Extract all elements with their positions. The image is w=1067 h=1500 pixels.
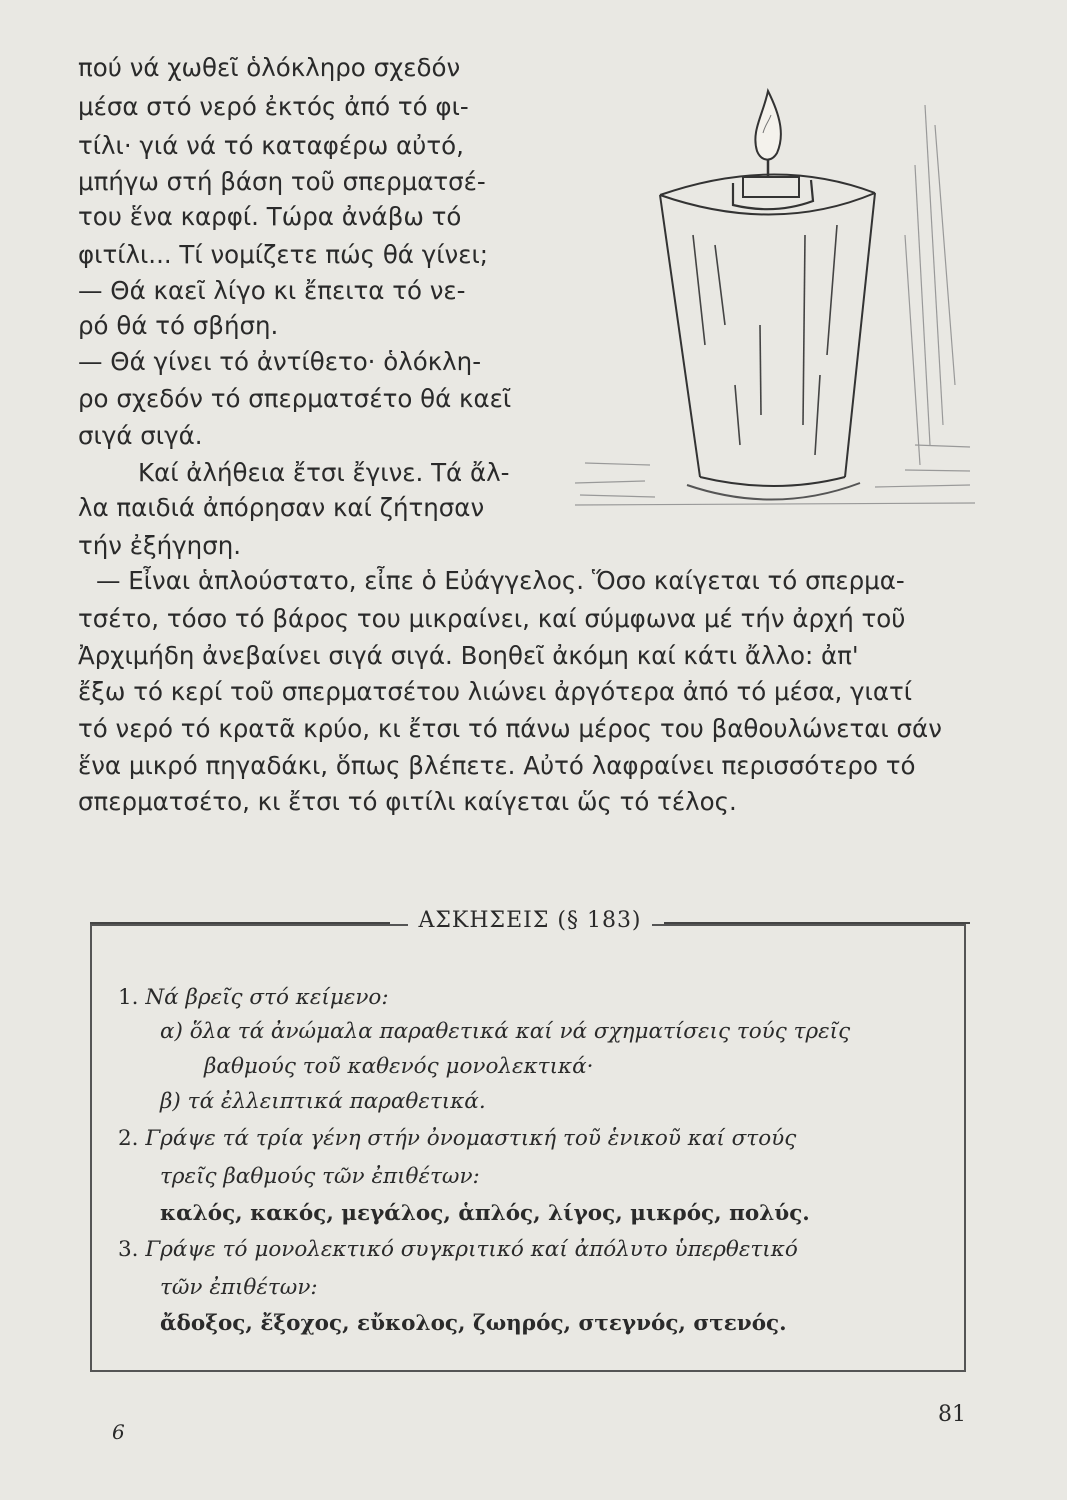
text-line: ρο σχεδόν τό σπερματσέτο θά καεῖ — [78, 384, 512, 413]
subitem-label: α) — [160, 1019, 183, 1044]
exercises-heading — [90, 908, 970, 938]
text-line: — Θά καεῖ λίγο κι ἔπειτα τό νε- — [78, 276, 466, 305]
heading-rule-left — [90, 922, 390, 924]
exercise-words: ἄδοξος, ἔξοχος, εὔκολος, ζωηρός, στεγνός, στενός. — [160, 1311, 787, 1336]
text-line: μέσα στό νερό ἐκτός ἀπό τό φι- — [78, 92, 469, 121]
text-line: μπήγω στή βάση τοῦ σπερματσέ- — [78, 167, 486, 196]
text-line: του ἕνα καρφί. Τώρα ἀνάβω τό — [78, 202, 462, 231]
flame-shape — [755, 91, 781, 160]
text-line: πού νά χωθεῖ ὁλόκληρο σχεδόν — [78, 53, 461, 82]
signature-mark: 6 — [112, 1420, 125, 1444]
heading-rule-right — [664, 922, 970, 924]
background-hatching — [575, 105, 975, 505]
text-line: τσέτο, τόσο τό βάρος του μικραίνει, καί σύμφωνα μέ τήν ἀρχή τοῦ — [78, 604, 906, 633]
text-line: λα παιδιά ἀπόρησαν καί ζήτησαν — [78, 493, 485, 522]
exercise-prompt: Γράψε τό μονολεκτικό συγκριτικό καί ἀπόλυτο ὑπερθετικό — [145, 1237, 798, 1262]
exercise-prompt: βαθμούς τοῦ καθενός μονολεκτικά· — [204, 1054, 594, 1079]
text-line: ρό θά τό σβήση. — [78, 311, 279, 340]
exercise-words: καλός, κακός, μεγάλος, ἁπλός, λίγος, μικρός, πολύς. — [160, 1201, 810, 1226]
candle-glass-illustration — [575, 85, 975, 535]
text-line: — Θά γίνει τό ἀντίθετο· ὁλόκλη- — [78, 347, 482, 376]
text-line: ἔξω τό κερί τοῦ σπερματσέτου λιώνει ἀργότερα ἀπό τό μέσα, γιατί — [78, 677, 913, 706]
text-line: ἕνα μικρό πηγαδάκι, ὅπως βλέπετε. Αὐτό λαφραίνει περισσότερο τό — [78, 751, 916, 780]
text-line: τίλι· γιά νά τό καταφέρω αὐτό, — [78, 131, 464, 160]
text-line: τό νερό τό κρατᾶ κρύο, κι ἔτσι τό πάνω μέρος του βαθουλώνεται σάν — [78, 714, 942, 743]
subitem-label: β) — [160, 1089, 181, 1114]
exercise-prompt: τῶν ἐπιθέτων: — [160, 1275, 318, 1300]
exercise-number: 3. — [118, 1237, 139, 1262]
text-line: Καί ἀλήθεια ἔτσι ἔγινε. Τά ἄλ- — [138, 458, 510, 487]
text-line: σιγά σιγά. — [78, 421, 203, 450]
exercise-prompt: ὅλα τά ἀνώμαλα παραθετικά καί νά σχηματίσεις τούς τρεῖς — [189, 1019, 851, 1044]
text-line: Ἀρχιμήδη ἀνεβαίνει σιγά σιγά. Βοηθεῖ ἀκόμη καί κάτι ἄλλο: ἀπ' — [78, 641, 859, 670]
text-line: τήν ἐξήγηση. — [78, 531, 242, 560]
exercise-prompt: τά ἐλλειπτικά παραθετικά. — [187, 1089, 486, 1114]
exercise-number: 2. — [118, 1126, 139, 1151]
text-line: — Εἶναι ἁπλούστατο, εἶπε ὁ Εὐάγγελος. Ὅσο καίγεται τό σπερμα- — [96, 566, 905, 595]
exercise-prompt: τρεῖς βαθμούς τῶν ἐπιθέτων: — [160, 1164, 480, 1189]
text-line: σπερματσέτο, κι ἔτσι τό φιτίλι καίγεται ὥς τό τέλος. — [78, 787, 737, 816]
page-number: 81 — [938, 1402, 966, 1427]
exercise-prompt: Γράψε τά τρία γένη στήν ὀνομαστική τοῦ ἑνικοῦ καί στούς — [145, 1126, 797, 1151]
exercise-number: 1. — [118, 985, 139, 1010]
text-line: φιτίλι... Τί νομίζετε πώς θά γίνει; — [78, 240, 489, 269]
exercises-title: ΑΣΚΗΣΕΙΣ (§ 183) — [408, 908, 651, 933]
exercise-prompt: Νά βρεῖς στό κείμενο: — [145, 985, 389, 1010]
